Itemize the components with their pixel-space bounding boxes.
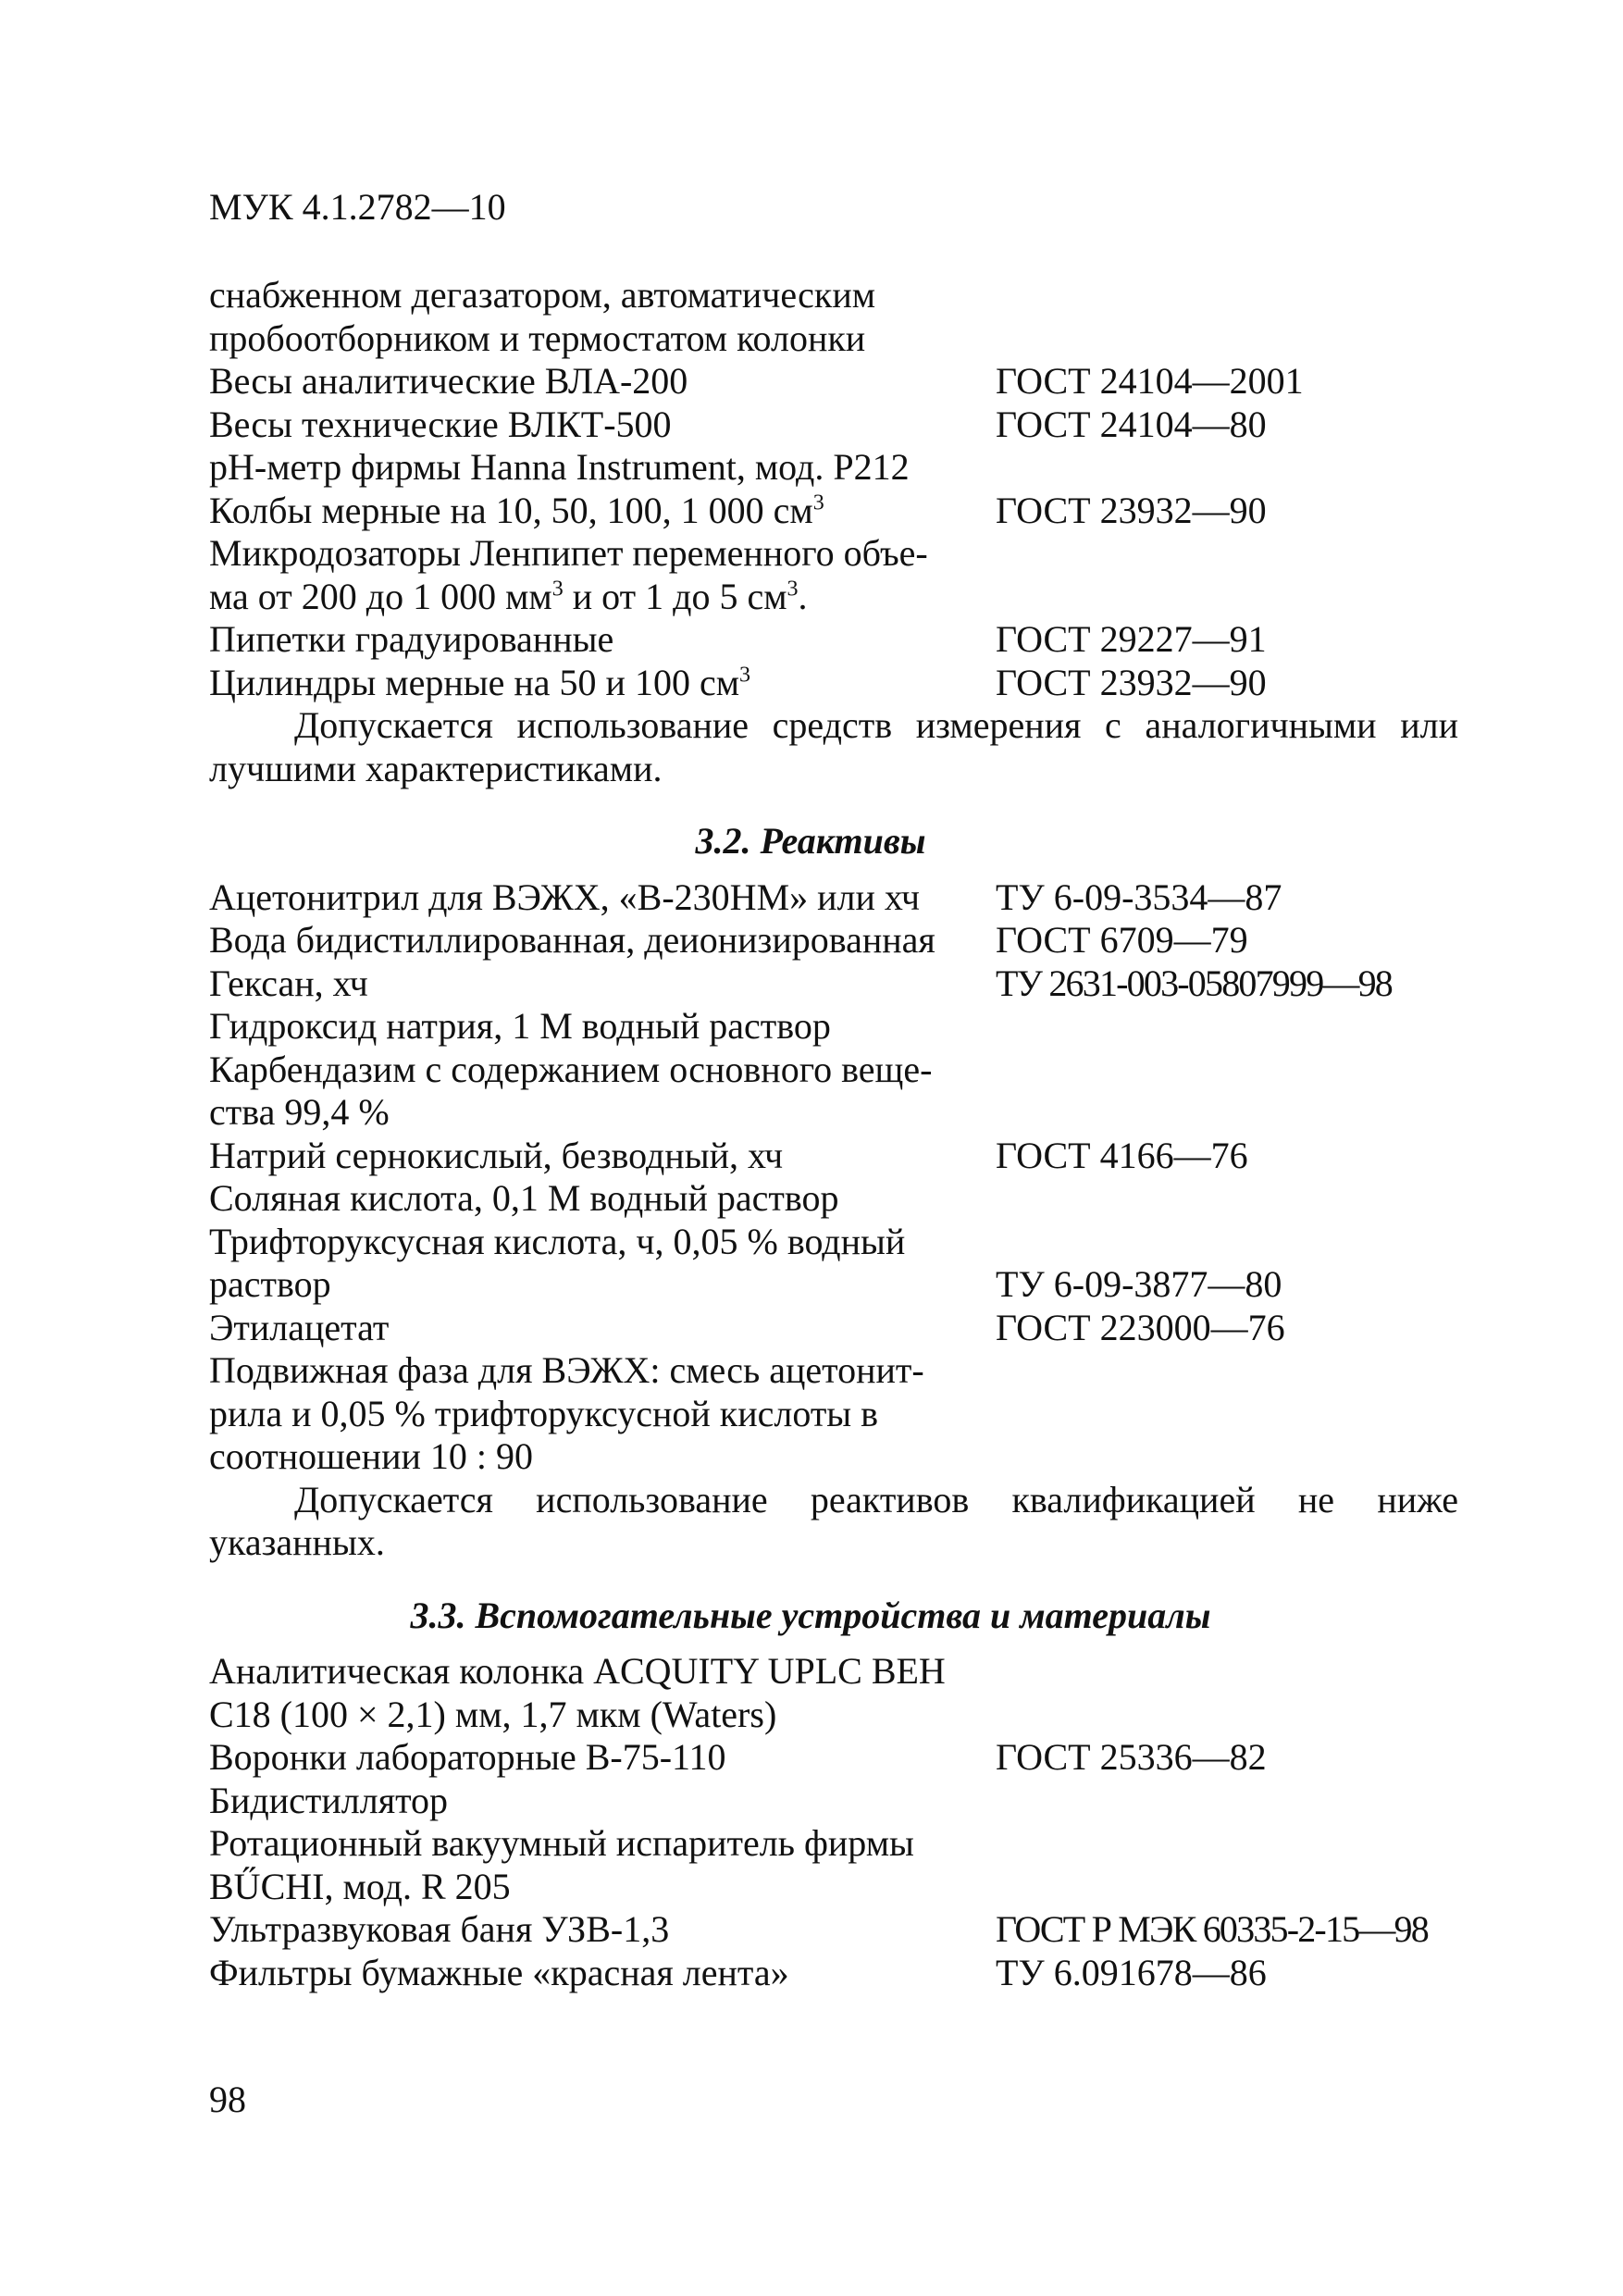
reagent-name: соотношении 10 : 90 [209, 1435, 533, 1477]
equipment-name-text: ма от 200 до 1 000 мм [209, 575, 552, 617]
unit-superscript: 3 [787, 577, 799, 602]
reagent-row [209, 1177, 1458, 1221]
reagent-row [209, 1263, 1458, 1307]
reagent-row [209, 1393, 1458, 1436]
reagent-row [209, 1135, 1458, 1178]
equipment-name: снабженном дегазатором, автоматическим [209, 274, 876, 316]
auxiliary-row [209, 1908, 1458, 1952]
equipment-row [209, 403, 1458, 447]
equipment-name: pH-метр фирмы Hanna Instrument, мод. Р212 [209, 446, 910, 488]
section-heading-reagents: 3.2. Реактивы [695, 820, 926, 862]
equipment-row [209, 618, 1458, 662]
equipment-name-text: и от 1 до 5 см [563, 575, 787, 617]
reagent-row [209, 919, 1458, 962]
auxiliary-name: Бидистиллятор [209, 1779, 449, 1821]
unit-superscript: 3 [812, 490, 824, 515]
reagent-name: Ацетонитрил для ВЭЖХ, «В-230НМ» или хч [209, 875, 921, 918]
reagent-name: Гексан, хч [209, 962, 368, 1004]
auxiliary-name: C18 (100 × 2,1) мм, 1,7 мкм (Waters) [209, 1693, 777, 1735]
equipment-row [209, 490, 1458, 533]
auxiliary-name: Воронки лабораторные В-75-110 [209, 1736, 726, 1778]
equipment-row [209, 360, 1458, 403]
document-code-header: МУК 4.1.2782—10 [209, 186, 506, 228]
auxiliary-row [209, 1780, 1458, 1823]
equipment-name: Микродозаторы Ленпипет переменного объе- [209, 532, 928, 574]
reagent-name: Гидроксид натрия, 1 М водный раствор [209, 1005, 831, 1047]
auxiliary-row [209, 1694, 1458, 1737]
equipment-row [209, 274, 1458, 317]
section-heading-auxiliary: 3.3. Вспомогательные устройства и материалы [410, 1594, 1211, 1636]
auxiliary-name: Аналитическая колонка ACQUITY UPLC BEH [209, 1650, 946, 1692]
equipment-name: Пипетки градуированные [209, 618, 614, 660]
auxiliary-row [209, 1736, 1458, 1780]
reagent-name: раствор [209, 1263, 331, 1305]
reagent-row [209, 1221, 1458, 1264]
equipment-name-text: Цилиндры мерные на 50 и 100 см [209, 661, 740, 703]
equipment-standard: ГОСТ 29227—91 [996, 618, 1267, 660]
auxiliary-name: Ультразвуковая баня УЗВ-1,3 [209, 1908, 670, 1950]
equipment-row [209, 576, 1458, 619]
reagent-row [209, 1091, 1458, 1135]
reagent-row [209, 1307, 1458, 1350]
equipment-standard: ГОСТ 23932—90 [996, 661, 1267, 703]
auxiliary-name: Ротационный вакуумный испаритель фирмы [209, 1822, 914, 1864]
document-body [209, 274, 1458, 1994]
reagent-name: Карбендазим с содержанием основного веще- [209, 1048, 933, 1090]
auxiliary-row [209, 1822, 1458, 1866]
equipment-note: Допускается использование средств измерения с аналогичными или лучшими характеристиками. [209, 704, 1458, 789]
reagent-name: Соляная кислота, 0,1 М водный раствор [209, 1177, 839, 1219]
equipment-name [209, 662, 996, 705]
auxiliary-name: BŰCHI, мод. R 205 [209, 1865, 511, 1907]
reagent-standard: ГОСТ 6709—79 [996, 919, 1248, 961]
reagent-name: рила и 0,05 % трифторуксусной кислоты в [209, 1392, 879, 1434]
equipment-name-text: Колбы мерные на 10, 50, 100, 1 000 см [209, 489, 813, 531]
equipment-name [209, 576, 996, 619]
unit-superscript: 3 [739, 663, 751, 688]
auxiliary-row [209, 1952, 1458, 1995]
reagent-row [209, 1049, 1458, 1092]
equipment-name [209, 490, 996, 533]
reagent-name: Этилацетат [209, 1306, 390, 1348]
reagent-name: Натрий сернокислый, безводный, хч [209, 1134, 784, 1176]
reagent-row [209, 1005, 1458, 1049]
equipment-name: Весы технические ВЛКТ-500 [209, 403, 672, 445]
equipment-name-text: . [798, 575, 808, 617]
reagent-name: Трифторуксусная кислота, ч, 0,05 % водный [209, 1220, 906, 1262]
equipment-name: Весы аналитические ВЛА-200 [209, 360, 688, 402]
auxiliary-standard: ТУ 6.091678—86 [996, 1951, 1267, 1993]
reagents-note: Допускается использование реактивов квалификацией не ниже указанных. [209, 1478, 1458, 1563]
auxiliary-standard: ГОСТ 25336—82 [996, 1736, 1267, 1778]
equipment-standard: ГОСТ 24104—2001 [996, 360, 1304, 402]
equipment-row [209, 532, 1458, 576]
reagent-name: Подвижная фаза для ВЭЖХ: смесь ацетонит- [209, 1349, 924, 1391]
equipment-standard: ГОСТ 23932—90 [996, 489, 1267, 531]
reagent-name: Вода бидистиллированная, деионизированная [209, 919, 935, 961]
reagent-standard: ГОСТ 4166—76 [996, 1134, 1248, 1176]
equipment-name: пробоотборником и термостатом колонки [209, 316, 866, 359]
equipment-row [209, 317, 1458, 361]
reagent-standard: ТУ 2631-003-05807999—98 [996, 962, 1392, 1004]
reagent-row [209, 962, 1458, 1006]
reagent-standard: ТУ 6-09-3877—80 [996, 1263, 1282, 1305]
equipment-row [209, 662, 1458, 705]
page-number: 98 [209, 2079, 246, 2120]
auxiliary-name: Фильтры бумажные «красная лента» [209, 1951, 789, 1993]
equipment-standard: ГОСТ 24104—80 [996, 403, 1267, 445]
reagent-standard: ГОСТ 223000—76 [996, 1306, 1285, 1348]
auxiliary-row [209, 1866, 1458, 1909]
unit-superscript: 3 [551, 577, 564, 602]
reagent-standard: ТУ 6-09-3534—87 [996, 875, 1282, 918]
reagent-row [209, 876, 1458, 920]
auxiliary-row [209, 1650, 1458, 1694]
equipment-row [209, 446, 1458, 490]
auxiliary-standard: ГОСТ Р МЭК 60335-2-15—98 [996, 1908, 1428, 1950]
reagent-row [209, 1435, 1458, 1479]
reagent-name: ства 99,4 % [209, 1091, 390, 1133]
reagent-row [209, 1349, 1458, 1393]
